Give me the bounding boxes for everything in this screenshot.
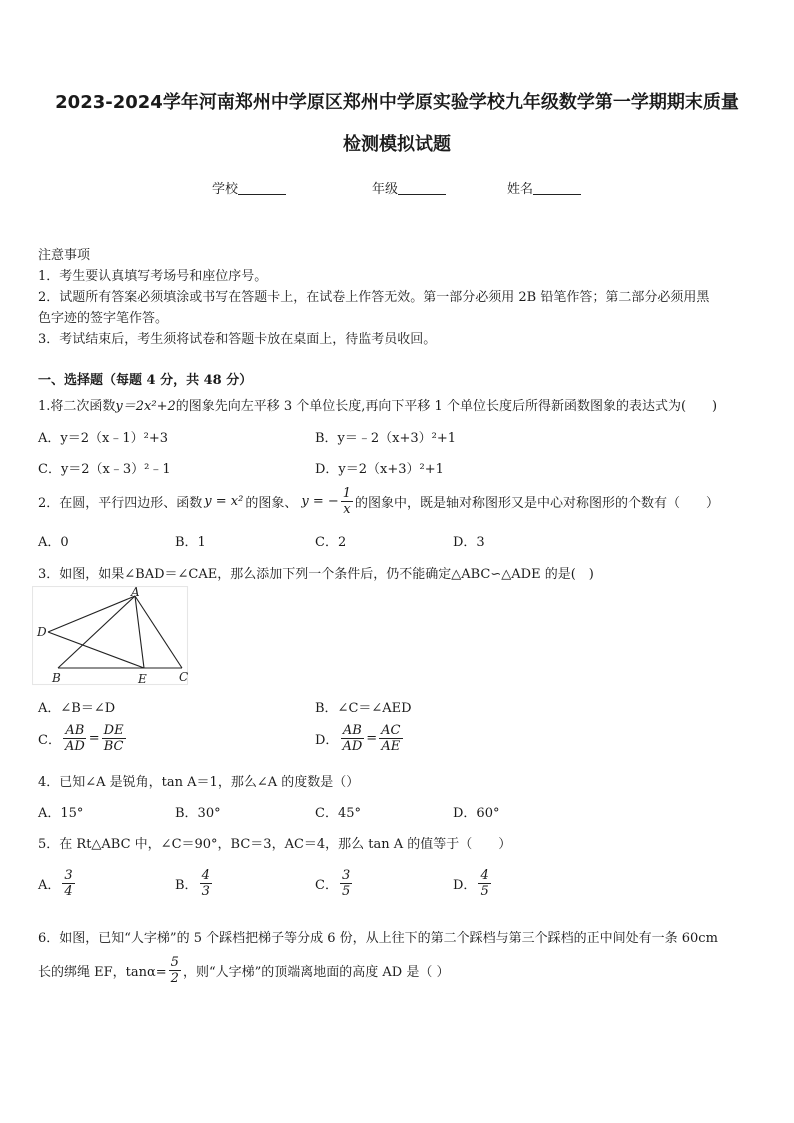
section-heading: 一、选择题（每题 4 分，共 48 分） (38, 373, 253, 388)
q3-d-n2: AC (381, 723, 401, 738)
question-4: 4．已知∠A 是锐角，tan A＝1，那么∠A 的度数是（） (38, 775, 360, 790)
q3-figure-frame (33, 587, 188, 685)
q3-c-equals: = (88, 731, 100, 746)
q5-a-num: 3 (64, 868, 73, 883)
q5-c-frac (340, 868, 352, 899)
q3-d-frac-2 (379, 723, 402, 754)
label-e: E (138, 672, 147, 686)
q3-option-c[interactable] (38, 723, 128, 754)
q1-text-pre: 1.将二次函数 (38, 399, 116, 414)
label-b: B (52, 671, 61, 685)
notice-item-2-cont: 色字迹的签字笔作答。 (38, 311, 169, 326)
q4-option-a[interactable]: A．15° (38, 806, 84, 821)
q3-option-a[interactable]: A．∠B＝∠D (38, 701, 116, 716)
grade-blank[interactable] (398, 181, 446, 195)
q3-c-d2: BC (103, 739, 124, 754)
q5-option-d[interactable] (453, 868, 493, 899)
q5-option-a[interactable] (38, 868, 77, 899)
school-field[interactable] (212, 178, 286, 197)
q6-frac-num: 5 (170, 955, 179, 970)
notice-item-1: 1．考生要认真填写考场号和座位序号。 (38, 269, 268, 284)
notice-item-3: 3．考试结束后，考生须将试卷和答题卡放在桌面上，待监考员收回。 (38, 332, 437, 347)
q5-a-prefix: A． (38, 878, 61, 893)
q1-option-c[interactable]: C．y＝2（x﹣3）²﹣1 (38, 462, 171, 477)
q5-c-num: 3 (341, 868, 351, 883)
q2-text-post: 的图象中，既是轴对称图形又是中心对称图形的个数有（ ） (355, 496, 720, 511)
q4-option-b[interactable]: B．30° (175, 806, 221, 821)
segment-de (48, 632, 144, 668)
q2-fraction (341, 486, 353, 517)
q3-d-prefix: D． (315, 733, 339, 748)
q1-function: y＝2x²+2 (115, 399, 176, 414)
q3-d-d2: AE (381, 739, 401, 754)
q3-c-n1: AB (65, 723, 85, 738)
q3-c-frac-2 (102, 723, 126, 754)
q3-c-prefix: C． (38, 733, 61, 748)
q1-option-a[interactable]: A．y＝2（x﹣1）²+3 (38, 431, 168, 446)
q3-d-d1: AD (342, 739, 363, 754)
question-6-line-2 (38, 955, 449, 986)
q5-c-den: 5 (341, 884, 351, 899)
question-1 (38, 395, 717, 414)
question-5: 5．在 Rt△ABC 中，∠C＝90°，BC＝3，AC＝4，那么 tan A 的值等于（ ） (38, 837, 512, 852)
question-3: 3．如图，如果∠BAD＝∠CAE，那么添加下列一个条件后，仍不能确定△ABC∽△ADE 的是( ) (38, 567, 594, 582)
q3-c-frac-1 (63, 723, 87, 754)
q5-c-prefix: C． (315, 878, 338, 893)
notice-heading: 注意事项 (38, 248, 91, 263)
q2-frac-num: 1 (342, 486, 352, 501)
q6-text-post: ，则“人字梯”的顶端离地面的高度 AD 是（ ） (182, 965, 450, 980)
name-field[interactable] (507, 178, 581, 197)
q2-text-pre: 2．在圆，平行四边形、函数 (38, 496, 203, 511)
exam-title-line2: 检测模拟试题 (343, 134, 451, 155)
q4-option-c[interactable]: C．45° (315, 806, 361, 821)
q2-text-mid: 的图象、 (245, 496, 298, 511)
q5-d-frac (478, 868, 490, 899)
q2-function-2-lhs: y = − (301, 494, 339, 509)
name-blank[interactable] (533, 181, 581, 195)
school-blank[interactable] (238, 181, 286, 195)
q5-d-num: 4 (480, 868, 489, 883)
grade-field[interactable] (372, 178, 446, 197)
school-label: 学校 (212, 182, 239, 197)
q1-option-b[interactable]: B．y＝﹣2（x+3）²+1 (315, 431, 457, 446)
q3-option-d[interactable] (315, 723, 405, 754)
label-d: D (37, 625, 47, 639)
label-a: A (131, 586, 140, 599)
q3-option-b[interactable]: B．∠C＝∠AED (315, 701, 412, 716)
q2-option-d[interactable]: D．3 (453, 535, 485, 550)
name-label: 姓名 (507, 182, 534, 197)
segment-ad (48, 596, 135, 632)
question-2 (38, 486, 719, 517)
question-6-line-1: 6．如图，已知“人字梯”的 5 个踩档把梯子等分成 6 份，从上往下的第二个踩档与第三个踩档的正中间处有一条 60cm (38, 931, 718, 946)
q5-option-b[interactable] (175, 868, 214, 899)
q5-d-den: 5 (480, 884, 489, 899)
q2-frac-den: x (343, 502, 351, 517)
q3-d-frac-1 (340, 723, 364, 754)
q5-a-den: 4 (64, 884, 73, 899)
q1-text-post: 的图象先向左平移 3 个单位长度,再向下平移 1 个单位长度后所得新函数图象的表达式为( ) (175, 399, 718, 414)
q6-frac-den: 2 (170, 971, 179, 986)
q5-b-den: 3 (201, 884, 210, 899)
exam-title-line1: 2023-2024学年河南郑州中学原区郑州中学原实验学校九年级数学第一学期期末质量 (55, 92, 739, 113)
q4-option-d[interactable]: D．60° (453, 806, 500, 821)
q5-d-prefix: D． (453, 878, 477, 893)
q5-option-c[interactable] (315, 868, 354, 899)
q6-tan-fraction (169, 955, 181, 986)
segment-ac (135, 596, 182, 668)
notice-item-2: 2．试题所有答案必须填涂或书写在答题卡上，在试卷上作答无效。第一部分必须用 2B 铅笔作答；第二部分必须用黑 (38, 290, 710, 305)
q3-triangle-figure (32, 586, 192, 686)
q6-text-pre: 长的绑绳 EF，tanα= (38, 965, 167, 980)
q3-c-d1: AD (64, 739, 85, 754)
q2-option-b[interactable]: B．1 (175, 535, 206, 550)
q2-option-a[interactable]: A．0 (38, 535, 69, 550)
q5-b-prefix: B． (175, 878, 198, 893)
q1-option-d[interactable]: D．y＝2（x+3）²+1 (315, 462, 444, 477)
q3-d-n1: AB (342, 723, 362, 738)
q3-d-equals: = (366, 731, 378, 746)
q2-function-1: y = x² (204, 494, 244, 509)
grade-label: 年级 (372, 182, 399, 197)
q2-option-c[interactable]: C．2 (315, 535, 347, 550)
label-c: C (179, 670, 189, 684)
q5-a-frac (62, 868, 74, 899)
segment-ab (58, 596, 135, 668)
q5-b-num: 4 (201, 868, 210, 883)
q5-b-frac (200, 868, 212, 899)
q3-c-n2: DE (103, 723, 124, 738)
